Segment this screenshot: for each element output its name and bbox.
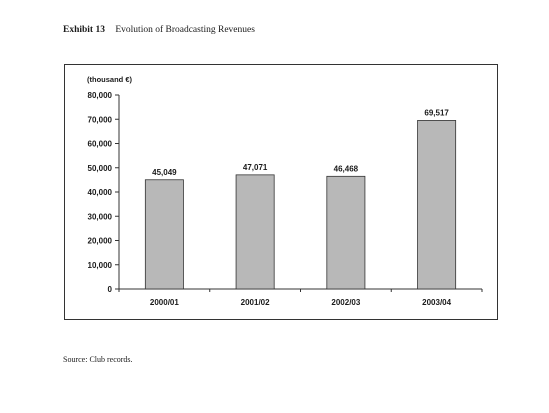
y-tick-label: 0 (107, 285, 112, 294)
bar-2003-04 (418, 120, 456, 289)
bar-2001-02 (236, 175, 274, 289)
y-tick-label: 30,000 (87, 212, 112, 222)
bar-2000-01 (145, 180, 183, 289)
bar-data-label: 69,517 (424, 108, 449, 118)
bar-data-label: 45,049 (152, 167, 177, 177)
exhibit-number: Exhibit 13 (63, 25, 105, 35)
exhibit-title (63, 25, 255, 35)
broadcasting-revenue-chart (64, 64, 498, 320)
source-note: Source: Club records. (63, 355, 133, 364)
exhibit-caption: Evolution of Broadcasting Revenues (115, 25, 255, 35)
y-tick-label: 70,000 (87, 115, 112, 125)
bar-data-label: 47,071 (242, 162, 268, 172)
bar-data-label: 46,468 (333, 164, 359, 174)
y-tick-label: 60,000 (87, 139, 112, 149)
x-category-label: 2001/02 (240, 298, 270, 307)
bar-2002-03 (327, 176, 365, 289)
x-category-label: 2000/01 (149, 298, 179, 307)
y-tick-label: 20,000 (87, 236, 112, 246)
x-category-label: 2002/03 (331, 298, 361, 307)
y-tick-label: 10,000 (87, 260, 112, 270)
y-tick-label: 80,000 (87, 91, 112, 100)
y-tick-label: 50,000 (87, 163, 112, 173)
x-category-label: 2003/04 (422, 298, 452, 307)
y-tick-label: 40,000 (87, 188, 112, 197)
y-unit-label: (thousand €) (87, 75, 132, 84)
